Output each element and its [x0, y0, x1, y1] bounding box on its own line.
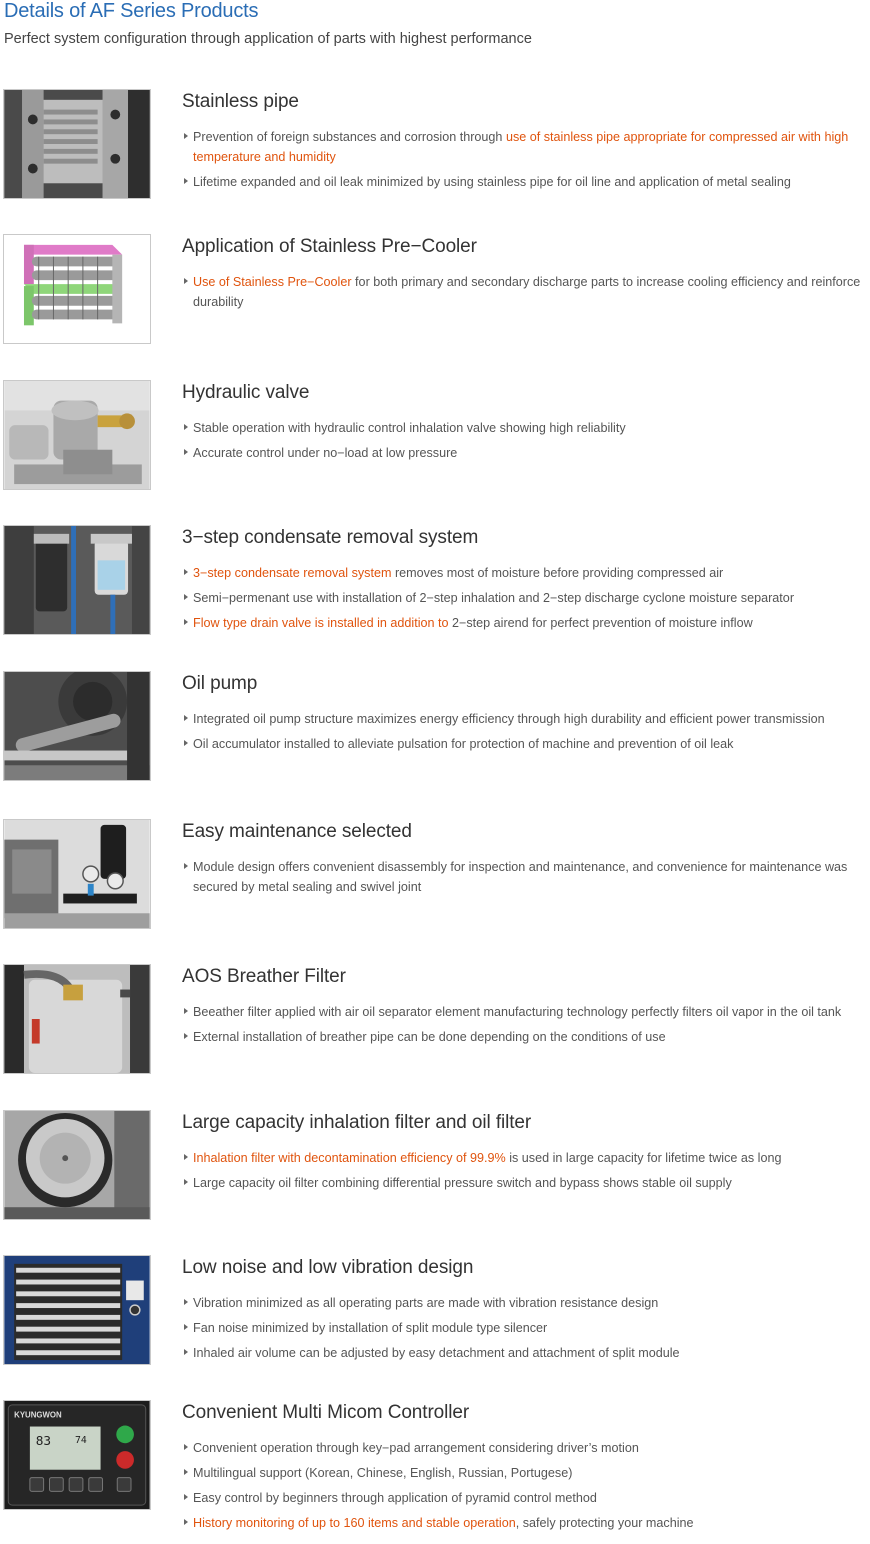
- bullet-item: Large capacity oil filter combining differential pressure switch and bypass shows stable oil supply: [182, 1173, 867, 1193]
- bullet-list: [182, 563, 867, 638]
- item-title: Large capacity inhalation filter and oil filter: [182, 1112, 532, 1133]
- item-title: AOS Breather Filter: [182, 966, 346, 987]
- item-title: Convenient Multi Micom Controller: [182, 1402, 470, 1423]
- bullet-list: [182, 1002, 867, 1052]
- page-subtitle: Perfect system configuration through application of parts with highest performance: [4, 31, 532, 47]
- bullet-item: Use of Stainless Pre−Cooler for both primary and secondary discharge parts to increase cooling efficiency and reinforce durability: [182, 272, 867, 312]
- stainless-pipe-image: [3, 89, 151, 199]
- bullet-item: History monitoring of up to 160 items and stable operation, safely protecting your machine: [182, 1513, 867, 1533]
- bullet-list: [182, 1293, 867, 1368]
- bullet-item: Integrated oil pump structure maximizes energy efficiency through high durability and efficient power transmission: [182, 709, 867, 729]
- item-title: Application of Stainless Pre−Cooler: [182, 236, 477, 257]
- bullet-item: Inhalation filter with decontamination efficiency of 99.9% is used in large capacity for lifetime twice as long: [182, 1148, 867, 1168]
- bullet-item: Stable operation with hydraulic control inhalation valve showing high reliability: [182, 418, 867, 438]
- low-noise-image: [3, 1255, 151, 1365]
- bullet-item: Oil accumulator installed to alleviate pulsation for protection of machine and prevention of oil leak: [182, 734, 867, 754]
- bullet-list: [182, 127, 867, 197]
- item-title: Low noise and low vibration design: [182, 1257, 474, 1278]
- bullet-item: Multilingual support (Korean, Chinese, English, Russian, Portugese): [182, 1463, 867, 1483]
- bullet-item: Accurate control under no−load at low pressure: [182, 443, 867, 463]
- item-title: 3−step condensate removal system: [182, 527, 479, 548]
- item-title: Stainless pipe: [182, 91, 299, 112]
- bullet-item: 3−step condensate removal system removes most of moisture before providing compressed air: [182, 563, 867, 583]
- hydraulic-valve-image: [3, 380, 151, 490]
- bullet-list: [182, 418, 867, 468]
- bullet-item: Module design offers convenient disassembly for inspection and maintenance, and convenience for maintenance was secured by metal sealing and swivel joint: [182, 857, 867, 897]
- item-title: Hydraulic valve: [182, 382, 310, 403]
- page-title: Details of AF Series Products: [4, 0, 259, 22]
- bullet-item: Semi−permenant use with installation of 2−step inhalation and 2−step discharge cyclone moisture separator: [182, 588, 867, 608]
- bullet-item: Inhaled air volume can be adjusted by easy detachment and attachment of split module: [182, 1343, 867, 1363]
- bullet-list: [182, 272, 867, 317]
- inhalation-filter-image: [3, 1110, 151, 1220]
- easy-maintenance-image: [3, 819, 151, 929]
- bullet-list: [182, 1438, 867, 1538]
- bullet-list: [182, 857, 867, 902]
- bullet-list: [182, 1148, 867, 1198]
- item-title: Easy maintenance selected: [182, 821, 412, 842]
- bullet-item: Fan noise minimized by installation of split module type silencer: [182, 1318, 867, 1338]
- bullet-item: Prevention of foreign substances and corrosion through use of stainless pipe appropriate for compressed air with high temperature and humidity: [182, 127, 867, 167]
- bullet-item: Easy control by beginners through application of pyramid control method: [182, 1488, 867, 1508]
- controller-display-right: 74: [75, 1435, 87, 1447]
- oil-pump-image: [3, 671, 151, 781]
- pre-cooler-image: [3, 234, 151, 344]
- micom-controller-image: [3, 1400, 151, 1510]
- item-title: Oil pump: [182, 673, 258, 694]
- bullet-item: Lifetime expanded and oil leak minimized by using stainless pipe for oil line and application of metal sealing: [182, 172, 867, 192]
- bullet-item: Beeather filter applied with air oil separator element manufacturing technology perfectly filters oil vapor in the oil tank: [182, 1002, 867, 1022]
- controller-brand: KYUNGWON: [14, 1410, 62, 1420]
- bullet-item: Vibration minimized as all operating parts are made with vibration resistance design: [182, 1293, 867, 1313]
- condensate-removal-image: [3, 525, 151, 635]
- aos-breather-filter-image: [3, 964, 151, 1074]
- bullet-list: [182, 709, 867, 759]
- controller-display-left: 83: [35, 1434, 52, 1450]
- bullet-item: Convenient operation through key−pad arrangement considering driver’s motion: [182, 1438, 867, 1458]
- bullet-item: External installation of breather pipe can be done depending on the conditions of use: [182, 1027, 867, 1047]
- bullet-item: Flow type drain valve is installed in addition to 2−step airend for perfect prevention of moisture inflow: [182, 613, 867, 633]
